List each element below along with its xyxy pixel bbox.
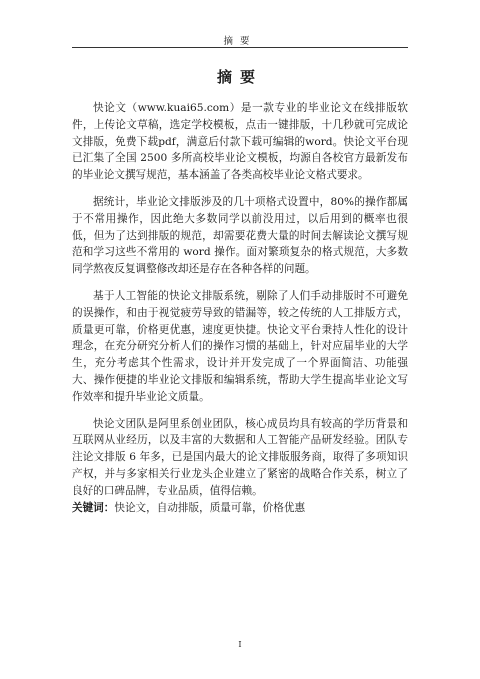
- page-number: I: [238, 640, 242, 649]
- abstract-body: [72, 100, 408, 516]
- paragraph-2: 据统计，毕业论文排版涉及的几十项格式设置中，80%的操作都属于不常用操作，因此绝大多数同学以前没用过，以后用到的概率也很低，但为了达到排版的规范，却需要花费大量的时间去解读论文撰写规范和学习这些不常用的 word 操作。面对繁琐复杂的格式规范，大多数同学熬夜反复调整修改却还是存在各种各样的问题。: [72, 195, 408, 276]
- keywords-line: [72, 500, 408, 517]
- header-rule: [72, 47, 408, 48]
- paragraph-1: 快论文（www.kuai65.com）是一款专业的毕业论文在线排版软件，上传论文草稿，选定学校模板，点击一键排版，十几秒就可完成论文排版，免费下载pdf，满意后付款下载可编辑的word。快论文平台现已汇集了全国 2500 多所高校毕业论文模板，均源自各校官方最新发布的毕业论文撰写规范，基本涵盖了各类高校毕业论文格式要求。: [72, 102, 408, 182]
- paragraph-3: 基于人工智能的快论文排版系统，剔除了人们手动排版时不可避免的误操作，和由于视觉疲劳导致的错漏等，较之传统的人工排版方式，质量更可靠，价格更优惠，速度更快捷。快论文平台秉持人性化的设计理念，在充分研究分析人们的操作习惯的基础上，针对应届毕业的大学生，充分考虑其个性需求，设计并开发完成了一个界面简洁、功能强大、操作便捷的毕业论文排版和编辑系统，帮助大学生提高毕业论文写作效率和提升毕业论文质量。: [72, 289, 408, 403]
- page-title: 摘要: [216, 68, 263, 86]
- paragraph-4: 快论文团队是阿里系创业团队，核心成员均具有较高的学历背景和互联网从业经历，以及丰富的大数据和人工智能产品研发经验。团队专注论文排版 6 年多，已是国内最大的论文排版服务商，取得了多项知识产权，并与多家相关行业龙头企业建立了紧密的战略合作关系，树立了良好的口碑品牌，专业品质，值得信赖。: [72, 417, 408, 497]
- running-header: 摘要: [223, 36, 257, 47]
- keywords-value: 快论文，自动排版，质量可靠，价格优惠: [114, 501, 306, 514]
- keywords-label: 关键词：: [72, 501, 115, 514]
